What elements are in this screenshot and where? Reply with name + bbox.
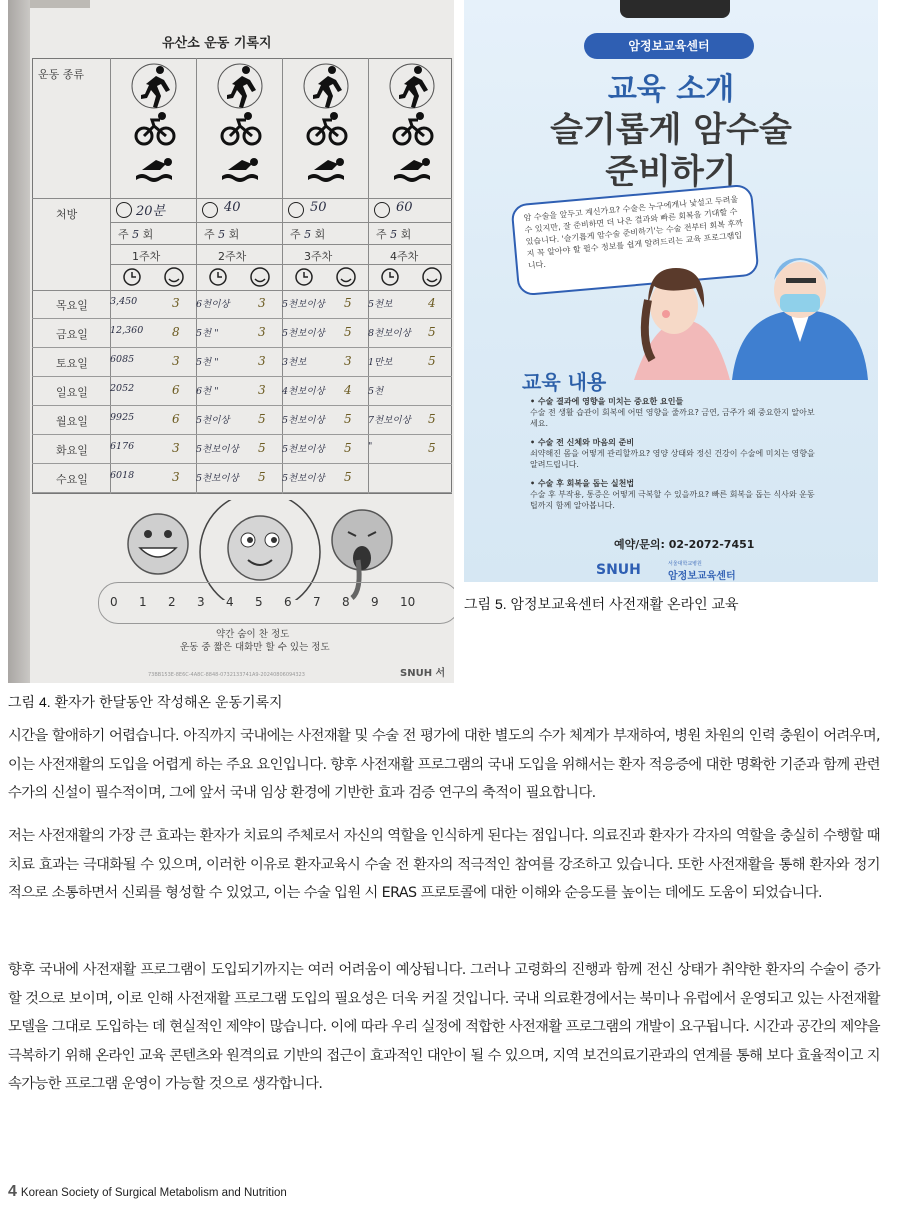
scale-number: 3 — [197, 595, 205, 609]
score-cell: 5 — [344, 325, 352, 339]
frequency-week4: 주 5 회 — [376, 228, 412, 241]
label-prescription: 처방 — [56, 208, 78, 221]
day-label: 화요일 — [56, 444, 88, 457]
scale-number: 2 — [168, 595, 176, 609]
steps-cell: 6018 — [110, 470, 135, 481]
contact-line: 예약/문의: 02-2072-7451 — [614, 538, 755, 551]
score-cell: 6 — [172, 412, 180, 426]
snuh-logo-small: SNUH 서 — [400, 668, 446, 679]
prescription-week1: 20분 — [136, 204, 166, 219]
score-cell: 5 — [258, 412, 266, 426]
day-label: 수요일 — [56, 473, 88, 486]
journal-name: Korean Society of Surgical Metabolism and Nutrition — [20, 1187, 287, 1199]
steps-cell: 3천보 — [282, 357, 307, 368]
score-cell: 5 — [258, 470, 266, 484]
day-row — [32, 290, 452, 319]
steps-cell: 5천보이상 — [282, 444, 325, 455]
table-divider — [110, 244, 452, 245]
content-list — [530, 396, 820, 519]
score-cell: 3 — [258, 296, 266, 310]
content-item — [530, 478, 820, 511]
table-divider — [110, 222, 452, 223]
frequency-week2: 주 5 회 — [204, 228, 240, 241]
scale-number: 8 — [342, 595, 350, 609]
content-item-title-text: 수술 전 신체와 마음의 준비 — [537, 438, 635, 447]
score-cell: 8 — [172, 325, 180, 339]
steps-cell: 6천 " — [196, 386, 219, 397]
steps-cell: 4천보이상 — [282, 386, 325, 397]
scale-number: 4 — [226, 595, 234, 609]
clip-holder — [620, 0, 730, 18]
scale-number: 9 — [371, 595, 379, 609]
center-logo-name: 암정보교육센터 — [668, 571, 736, 582]
bullet-icon: • — [530, 438, 538, 447]
clock-icon — [288, 202, 304, 218]
content-item-title-text: 수술 후 회복을 돕는 실천법 — [537, 479, 635, 488]
prescription-week2: 40 — [224, 200, 241, 215]
score-cell: 3 — [258, 383, 266, 397]
steps-cell: 5천 " — [196, 328, 219, 339]
content-item-title-text: 수술 결과에 영향을 미치는 중요한 요인들 — [537, 397, 684, 406]
day-row — [32, 464, 452, 493]
poster-title-2: 슬기롭게 암수술 — [550, 110, 792, 150]
clock-icon — [116, 202, 132, 218]
clock-icon — [202, 202, 218, 218]
steps-cell: 9925 — [110, 412, 135, 423]
day-row — [32, 435, 452, 464]
steps-cell: 3,450 — [110, 296, 138, 307]
prescription-row — [114, 200, 452, 222]
score-cell: 3 — [172, 470, 180, 484]
steps-cell: 1만보 — [368, 357, 393, 368]
paper-edge — [30, 0, 90, 8]
day-row — [32, 319, 452, 348]
steps-cell: 5천보이상 — [282, 328, 325, 339]
day-label: 일요일 — [56, 386, 88, 399]
paragraph-2: 저는 사전재활의 가장 큰 효과는 환자가 치료의 주체로서 자신의 역할을 인식하게 된다는 점입니다. 의료진과 환자가 각자의 역할을 충실히 수행할 때 치료 효과는 극대화될 수 있으며, 이러한 이유로 환자교육시 수술 전 환자의 적극적인 참여를 강조하고 있습니다. 또한 사전재활을 통해 환자와 정기적으로 소통하면서 신뢰를 형성할 수 있었고, 이는 수술 입원 시 ERAS 프로토콜에 대한 이해와 순응도를 높이는 데에도 도움이 되었습니다. — [8, 828, 880, 901]
scale-number: 5 — [255, 595, 263, 609]
figure-4-caption: 그림 4. 환자가 한달동안 작성해온 운동기록지 — [8, 694, 283, 710]
score-cell: 3 — [172, 441, 180, 455]
day-row — [32, 377, 452, 406]
score-cell: 3 — [258, 354, 266, 368]
steps-cell: 7천보이상 — [368, 415, 411, 426]
steps-cell: 5천보이상 — [196, 444, 239, 455]
day-label: 금요일 — [56, 328, 88, 341]
figure-4-photo — [8, 0, 454, 683]
frequency-week3: 주 5 회 — [290, 228, 326, 241]
steps-cell: 5천보이상 — [282, 473, 325, 484]
rpe-scale — [110, 595, 430, 613]
steps-cell: 12,360 — [110, 325, 144, 336]
score-cell: 5 — [428, 354, 436, 368]
education-poster — [464, 0, 878, 582]
steps-cell: 6176 — [110, 441, 135, 452]
scale-number: 7 — [313, 595, 321, 609]
exercise-log-sheet — [30, 0, 454, 683]
week-4-label: 4주차 — [390, 250, 419, 263]
content-item-title — [530, 478, 820, 489]
day-rows — [32, 290, 452, 494]
page-number: 4 — [8, 1183, 17, 1200]
steps-cell: 6천이상 — [196, 299, 230, 310]
score-cell: 6 — [172, 383, 180, 397]
paragraph-3: 향후 국내에 사전재활 프로그램이 도입되기까지는 여러 어려움이 예상됩니다. 그러나 고령화의 진행과 함께 전신 상태가 취약한 환자의 수술이 증가할 것으로 보이며, 이로 인해 사전재활 프로그램 도입의 필요성은 더욱 커질 것입니다. 국내 의료환경에서는 북미나 유럽에서 운영되고 있는 사전재활 모델을 그대로 도입하는 데 현실적인 제약이 많습니다. 이에 따라 우리 실정에 적합한 사전재활 프로그램의 개발이 요구됩니다. 시간과 공간의 제약을 극복하기 위해 온라인 교육 콘텐츠와 원격의료 기반의 접근이 효과적인 대안이 될 수 있으며, 지역 보건의료기관과의 연계를 통해 보다 효율적이고 지속가능한 프로그램 운영이 가능할 것으로 생각합니다. — [8, 962, 880, 1092]
frequency-week1: 주 5 회 — [118, 228, 154, 241]
day-row — [32, 406, 452, 435]
day-row — [32, 348, 452, 377]
clock-icon — [374, 202, 390, 218]
poster-title-1: 교육 소개 — [607, 72, 735, 107]
score-cell: 5 — [428, 325, 436, 339]
figure-5-caption: 그림 5. 암정보교육센터 사전재활 온라인 교육 — [464, 596, 739, 612]
steps-cell: 6085 — [110, 354, 135, 365]
bullet-icon: • — [530, 479, 538, 488]
exercise-icons — [110, 58, 452, 198]
bullet-icon: • — [530, 397, 538, 406]
content-item-desc: 수술 후 부작용, 통증은 어떻게 극복할 수 있을까요? 빠른 회복을 돕는 식사와 운동 팁까지 함께 알아봅니다. — [530, 490, 815, 510]
score-cell: 3 — [172, 296, 180, 310]
steps-cell: 5천이상 — [196, 415, 230, 426]
label-exercise-type: 운동 종류 — [38, 68, 85, 81]
content-item-desc: 수술 전 생활 습관이 회복에 어떤 영향을 줄까요? 금연, 금주가 왜 중요한지 알아보세요. — [530, 408, 815, 428]
paragraph-1: 시간을 할애하기 어렵습니다. 아직까지 국내에는 사전재활 및 수술 전 평가에 대한 별도의 수가 체계가 부재하여, 병원 차원의 인력 충원이 어려우며, 이는 사전재활의 도입을 어렵게 하는 주요 요인입니다. 향후 사전재활 프로그램의 국내 도입을 위해서는 환자 적응증에 대한 명확한 기준과 함께 관련 수가의 신설이 필수적이며, 그에 앞서 국내 임상 환경에 기반한 효과 검증 연구의 축적이 필요합니다. — [8, 728, 880, 801]
score-cell: 5 — [344, 296, 352, 310]
steps-cell: 5천보 — [368, 299, 393, 310]
score-cell: 3 — [172, 354, 180, 368]
intro-bubble: 암 수술을 앞두고 계신가요? 수술은 누구에게나 낯설고 두려울 수 있지만, 잘 준비하면 더 나은 결과와 빠른 회복을 기대할 수 있습니다. '슬기롭게 암수술 준비하기'는 수술 전부터 회복 후까지 꼭 알아야 할 필수 정보를 쉽게 알려드리는 교육 프로그램입니다. — [510, 184, 759, 297]
scale-number: 0 — [110, 595, 118, 609]
content-heading: 교육 내용 — [522, 370, 607, 394]
content-item-title — [530, 437, 820, 448]
steps-cell: 5천보이상 — [282, 415, 325, 426]
steps-cell: 5천보이상 — [282, 299, 325, 310]
week-2-label: 2주차 — [218, 250, 247, 263]
sheet-title: 유산소 운동 기록지 — [162, 36, 272, 51]
steps-cell: 2052 — [110, 383, 135, 394]
page-footer — [8, 1183, 287, 1201]
week-1-label: 1주차 — [132, 250, 161, 263]
content-item — [530, 437, 820, 470]
score-cell: 3 — [258, 325, 266, 339]
clock-smiley-header — [110, 266, 452, 288]
score-cell: 4 — [344, 383, 352, 397]
table-divider — [32, 198, 452, 199]
doc-code: 73BB153E-8E6C-4A8C-8848-0732133741A9-20240806094323 — [148, 672, 305, 678]
score-cell: 4 — [428, 296, 436, 310]
content-item — [530, 396, 820, 429]
scale-caption-2: 운동 중 짧은 대화만 할 수 있는 정도 — [180, 642, 330, 653]
hospital-name: 서울대학교병원 — [668, 561, 702, 567]
day-label: 월요일 — [56, 415, 88, 428]
steps-cell: 5천 — [368, 386, 384, 397]
scale-number: 1 — [139, 595, 147, 609]
steps-cell: " — [368, 441, 373, 452]
day-label: 목요일 — [56, 299, 88, 312]
scale-number: 6 — [284, 595, 292, 609]
prescription-week3: 50 — [310, 200, 327, 215]
steps-cell: 5천보이상 — [196, 473, 239, 484]
poster-title-3: 준비하기 — [605, 152, 737, 192]
score-cell: 5 — [344, 441, 352, 455]
score-cell: 3 — [344, 354, 352, 368]
prescription-week4: 60 — [396, 200, 413, 215]
content-item-desc: 쇠약해진 몸을 어떻게 관리할까요? 영양 상태와 정신 건강이 수술에 미치는 영향을 알려드립니다. — [530, 449, 815, 469]
score-cell: 5 — [258, 441, 266, 455]
steps-cell: 5천 " — [196, 357, 219, 368]
content-item-title — [530, 396, 820, 407]
score-cell: 5 — [344, 470, 352, 484]
center-badge: 암정보교육센터 — [584, 33, 754, 59]
week-3-label: 3주차 — [304, 250, 333, 263]
table-divider — [110, 264, 452, 265]
figure-5-photo — [464, 0, 878, 582]
doctor-nurse-illustration — [614, 250, 874, 380]
score-cell: 5 — [428, 441, 436, 455]
score-cell: 5 — [344, 412, 352, 426]
steps-cell: 8천보이상 — [368, 328, 411, 339]
day-label: 토요일 — [56, 357, 88, 370]
scale-caption-1: 약간 숨이 찬 정도 — [216, 629, 290, 640]
snuh-logo: SNUH — [596, 562, 641, 578]
scale-number: 10 — [400, 595, 416, 609]
score-cell: 5 — [428, 412, 436, 426]
